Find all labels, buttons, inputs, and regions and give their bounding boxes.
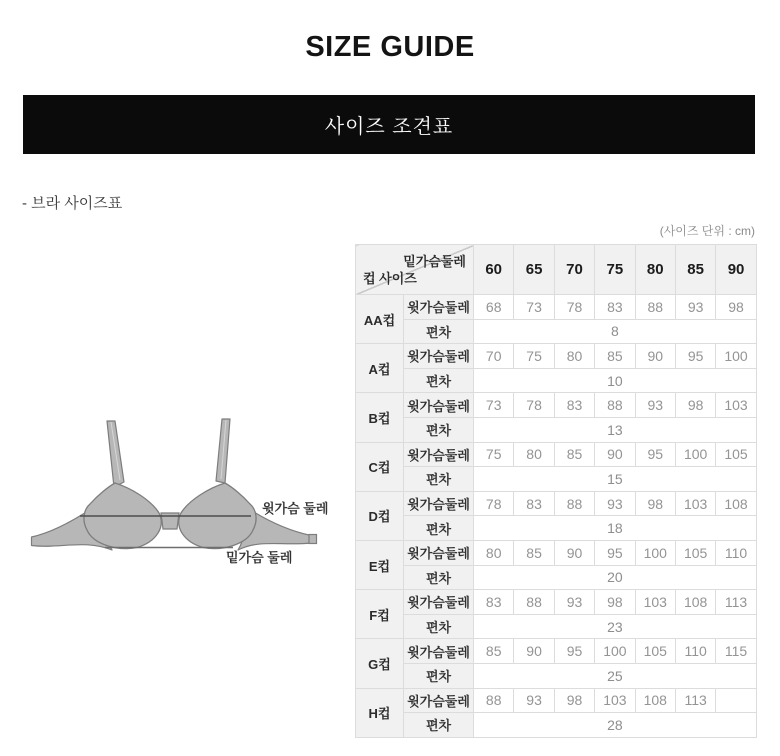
size-value: 83 [474,590,514,615]
cup-upper-row [356,688,757,713]
size-value: 93 [635,393,675,418]
size-unit-note: (사이즈 단위 : cm) [659,224,755,238]
upper-bust-row-label: 윗가슴둘레 [404,295,474,320]
size-value: 93 [554,590,594,615]
size-value: 85 [554,442,594,467]
deviation-value: 10 [474,368,757,393]
size-value: 110 [716,540,756,565]
size-value: 103 [675,491,715,516]
size-value: 88 [595,393,635,418]
section-banner [23,95,755,154]
upper-bust-row-label: 윗가슴둘레 [404,393,474,418]
size-value: 88 [514,590,554,615]
cup-label: D컵 [356,491,404,540]
size-value: 100 [716,344,756,369]
bra-size-table [355,244,757,738]
cup-deviation-row [356,565,757,590]
table-body [356,295,757,738]
deviation-row-label: 편차 [404,516,474,541]
size-value: 73 [514,295,554,320]
size-value: 95 [675,344,715,369]
size-value: 83 [514,491,554,516]
size-value: 103 [635,590,675,615]
cup-deviation-row [356,319,757,344]
cup-upper-row [356,344,757,369]
cup-label: E컵 [356,540,404,589]
size-value: 88 [635,295,675,320]
cup-label: F컵 [356,590,404,639]
deviation-value: 25 [474,663,757,688]
cup-upper-row [356,393,757,418]
size-value: 95 [554,639,594,664]
band-size-header: 60 [474,245,514,295]
band-size-header: 65 [514,245,554,295]
size-value: 115 [716,639,756,664]
cup-upper-row [356,442,757,467]
size-value: 83 [554,393,594,418]
banner-title: 사이즈 조견표 [324,116,454,138]
deviation-value: 28 [474,713,757,738]
bra-measurement-diagram [30,410,330,575]
size-value: 108 [635,688,675,713]
deviation-value: 13 [474,417,757,442]
size-value: 103 [595,688,635,713]
upper-bust-row-label: 윗가슴둘레 [404,442,474,467]
deviation-value: 15 [474,467,757,492]
bra-hook-tab [309,535,317,544]
size-value: 90 [595,442,635,467]
size-value: 105 [675,540,715,565]
page-title: SIZE GUIDE [305,31,475,63]
size-value: 85 [514,540,554,565]
corner-header-cell [356,245,474,295]
band-size-header: 80 [635,245,675,295]
size-value: 88 [554,491,594,516]
size-value: 90 [554,540,594,565]
size-value: 83 [595,295,635,320]
size-value: 80 [514,442,554,467]
size-value: 80 [474,540,514,565]
upper-bust-row-label: 윗가슴둘레 [404,590,474,615]
deviation-row-label: 편차 [404,565,474,590]
size-value: 108 [716,491,756,516]
size-value: 88 [474,688,514,713]
deviation-value: 8 [474,319,757,344]
size-value: 100 [635,540,675,565]
size-value [716,688,756,713]
size-value: 93 [675,295,715,320]
size-value: 73 [474,393,514,418]
deviation-row-label: 편차 [404,467,474,492]
upper-bust-row-label: 윗가슴둘레 [404,344,474,369]
size-value: 105 [635,639,675,664]
cup-upper-row [356,295,757,320]
upper-bust-row-label: 윗가슴둘레 [404,491,474,516]
deviation-row-label: 편차 [404,713,474,738]
upper-bust-row-label: 윗가슴둘레 [404,639,474,664]
cup-upper-row [356,590,757,615]
under-bust-header-label: 밑가슴둘레 [403,254,466,269]
deviation-value: 18 [474,516,757,541]
band-size-header: 85 [675,245,715,295]
cup-label: B컵 [356,393,404,442]
deviation-row-label: 편차 [404,368,474,393]
upper-bust-row-label: 윗가슴둘레 [404,688,474,713]
bra-size-section-label: - 브라 사이즈표 [22,195,123,212]
cup-deviation-row [356,467,757,492]
under-bust-label: 밑가슴 둘레 [226,550,293,565]
size-value: 113 [675,688,715,713]
deviation-row-label: 편차 [404,319,474,344]
cup-deviation-row [356,713,757,738]
size-value: 93 [595,491,635,516]
cup-deviation-row [356,663,757,688]
size-value: 78 [554,295,594,320]
size-value: 68 [474,295,514,320]
band-size-header: 75 [595,245,635,295]
size-value: 85 [474,639,514,664]
table-header-row [356,245,757,295]
size-value: 75 [474,442,514,467]
size-value: 98 [554,688,594,713]
bra-size-table-wrap [355,244,757,738]
size-value: 113 [716,590,756,615]
size-value: 110 [675,639,715,664]
cup-upper-row [356,491,757,516]
cup-label: G컵 [356,639,404,688]
size-value: 70 [474,344,514,369]
size-value: 100 [675,442,715,467]
size-value: 95 [635,442,675,467]
deviation-row-label: 편차 [404,663,474,688]
size-value: 90 [635,344,675,369]
size-value: 93 [514,688,554,713]
band-size-header: 70 [554,245,594,295]
cup-label: AA컵 [356,295,404,344]
size-value: 98 [716,295,756,320]
cup-size-header-label: 컵 사이즈 [363,271,417,286]
cup-deviation-row [356,368,757,393]
size-value: 80 [554,344,594,369]
size-value: 85 [595,344,635,369]
cup-label: C컵 [356,442,404,491]
deviation-value: 20 [474,565,757,590]
bra-illustration [30,410,330,575]
size-value: 78 [514,393,554,418]
size-value: 90 [514,639,554,664]
size-value: 98 [595,590,635,615]
size-value: 75 [514,344,554,369]
upper-bust-label: 윗가슴 둘레 [262,501,329,516]
deviation-row-label: 편차 [404,614,474,639]
cup-upper-row [356,639,757,664]
deviation-row-label: 편차 [404,417,474,442]
size-value: 78 [474,491,514,516]
band-size-header: 90 [716,245,756,295]
size-value: 108 [675,590,715,615]
cup-upper-row [356,540,757,565]
size-value: 103 [716,393,756,418]
cup-deviation-row [356,516,757,541]
size-value: 100 [595,639,635,664]
size-value: 98 [675,393,715,418]
size-value: 95 [595,540,635,565]
size-value: 98 [635,491,675,516]
size-value: 105 [716,442,756,467]
cup-deviation-row [356,614,757,639]
upper-bust-row-label: 윗가슴둘레 [404,540,474,565]
cup-label: A컵 [356,344,404,393]
deviation-value: 23 [474,614,757,639]
cup-label: H컵 [356,688,404,737]
cup-deviation-row [356,417,757,442]
